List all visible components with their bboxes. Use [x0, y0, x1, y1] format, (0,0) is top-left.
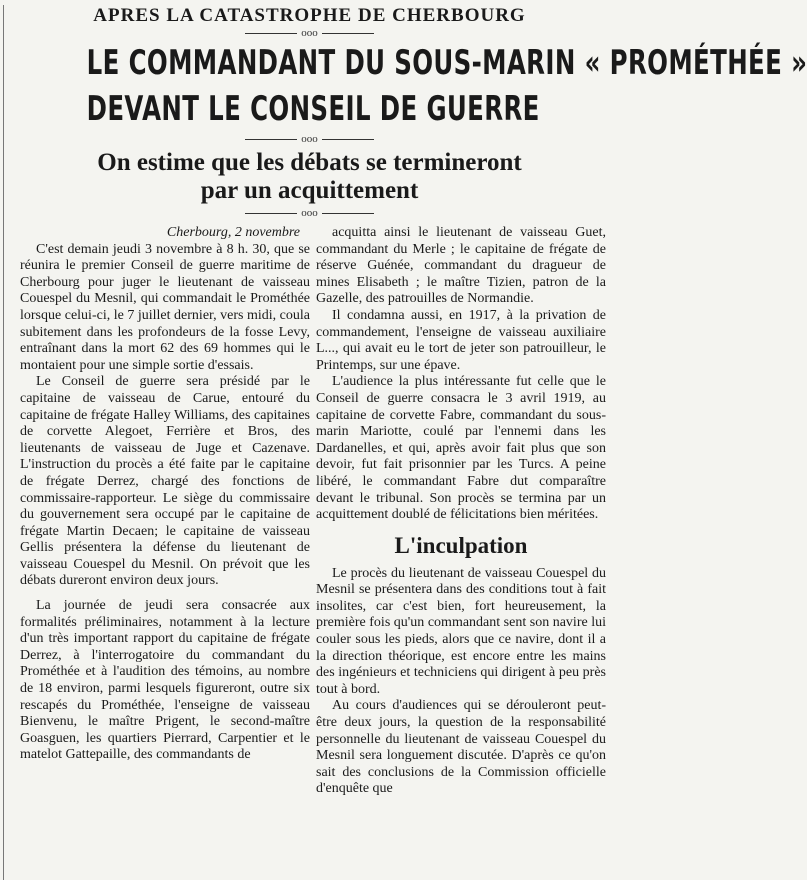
article-paragraph: Il condamna aussi, en 1917, à la privation de commandement, l'enseigne de vaisseau auxiliaire L..., qui avait eu le tort de jeter son patrouilleur, le Printemps, sur une épave.	[316, 307, 606, 373]
divider-line	[322, 139, 374, 140]
divider-line	[322, 213, 374, 214]
article-columns	[0, 225, 619, 798]
ornament-divider	[0, 27, 619, 39]
subheadline	[0, 149, 619, 205]
article-paragraph: Le procès du lieutenant de vaisseau Couespel du Mesnil se présentera dans des conditions tout à fait insolites, car c'est bien, fort heureusement, la première fois qu'un commandant sent son navire lui couler sous les pieds, alors que ce navire, dont il a la direction théorique, est encore entre les mains des ingénieurs et techniciens qui dirigent à peu près tout à bord.	[316, 565, 606, 697]
ornament-text: ooo	[301, 133, 318, 145]
article-column-right	[316, 225, 606, 798]
headline-line-1: LE COMMANDANT DU SOUS-MARIN « PROMÉTHÉE »	[86, 43, 807, 83]
article-paragraph: Le Conseil de guerre sera présidé par le capitaine de vaisseau de Carue, entouré du capitaine de frégate Halley Williams, des capitaines de corvette Alegoet, Ferrière et Bros, des lieutenants de vaisseau de Juge et Cazenave. L'instruction du procès a été faite par le capitaine de frégate Derrez, chargé des fonctions de commissaire-rapporteur. Le siège du commissaire du gouvernement sera occupé par le capitaine de frégate Martin Decaen; le capitaine de vaisseau Gellis présentera la défense du lieutenant de vaisseau Couespel du Mesnil. On prévoit que les débats dureront environ deux jours.	[20, 374, 310, 589]
article-paragraph: Au cours d'audiences qui se dérouleront peut-être deux jours, la question de la responsabilité personnelle du lieutenant de vaisseau Couespel du Mesnil sera longuement discutée. D'après ce qu'on sait des conclusions de la Commission officielle d'enquête que	[316, 698, 606, 797]
section-heading: L'inculpation	[394, 532, 528, 558]
headline-line-2: DEVANT LE CONSEIL DE GUERRE	[86, 89, 540, 129]
subheadline-line-2: par un acquittement	[200, 177, 419, 204]
divider-line	[322, 33, 374, 34]
newspaper-page	[0, 5, 807, 880]
ornament-text: ooo	[301, 207, 318, 219]
ornament-divider	[0, 133, 619, 145]
article-column-left	[20, 225, 310, 798]
divider-line	[245, 139, 297, 140]
ornament-text: ooo	[301, 27, 318, 39]
article-paragraph: acquitta ainsi le lieutenant de vaisseau Guet, commandant du Merle ; le capitaine de frégate de réserve Guénée, commandant du dragueur de mines Elisabeth ; le maître Tizien, patron de la Gazelle, des patrouilles de Normandie.	[316, 225, 606, 307]
kicker-title: APRES LA CATASTROPHE DE CHERBOURG	[93, 5, 526, 26]
divider-line	[245, 33, 297, 34]
ornament-divider	[0, 207, 619, 219]
article-paragraph: L'audience la plus intéressante fut celle que le Conseil de guerre consacra le 3 avril 1919, au capitaine de corvette Fabre, commandant du sous-marin Mariotte, coulé par l'ennemi dans les Dardanelles, et qui, après avoir fait plus que son devoir, fut fait prisonnier par les Turcs. A peine libéré, le commandant Fabre dut comparaître devant le tribunal. Son procès se termina par un acquittement doublé de félicitations bien méritées.	[316, 374, 606, 523]
subheadline-line-1: On estime que les débats se termineront	[97, 149, 522, 176]
article-paragraph: C'est demain jeudi 3 novembre à 8 h. 30, que se réunira le premier Conseil de guerre maritime de Cherbourg pour juger le lieutenant de vaisseau Couespel du Mesnil, qui commandait le Prométhée lorsque celui-ci, le 7 juillet dernier, vers midi, coula subitement dans les profondeurs de la fosse Levy, entraînant dans la mort 62 des 69 hommes qui le montaient pour une simple sortie d'essais.	[20, 241, 310, 373]
article-paragraph: La journée de jeudi sera consacrée aux formalités préliminaires, notamment à la lecture d'un très important rapport du capitaine de frégate Derrez, à l'interrogatoire du commandant du Prométhée et à l'audition des témoins, au nombre de 18 environ, parmi lesquels figureront, outre six rescapés du Prométhée, l'enseigne de vaisseau Bienvenu, le maître Prigent, le second-maître Goasguen, les quartiers Pierrard, Carpentier et le matelot Gattepaille, des commandants de	[20, 598, 310, 763]
left-border-rule	[3, 5, 4, 880]
divider-line	[245, 213, 297, 214]
dateline: Cherbourg, 2 novembre	[166, 225, 300, 240]
